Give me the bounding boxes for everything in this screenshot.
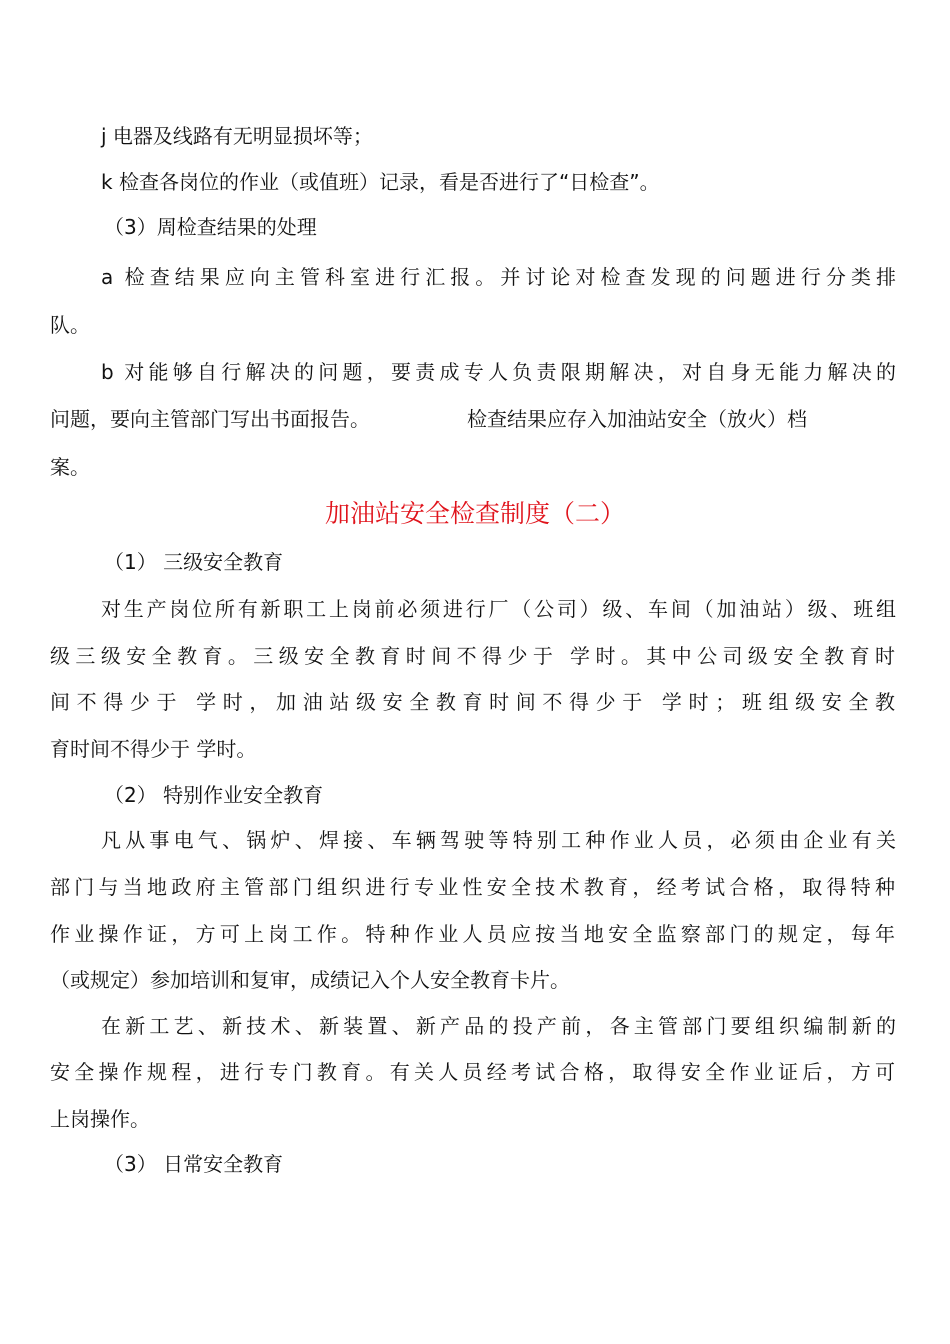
text-line: 检查结果应存入加油站安全（放火）档 [467, 407, 807, 431]
text-line: （或规定）参加培训和复审，成绩记入个人安全教育卡片。 [50, 968, 570, 992]
text-line: 问题，要向主管部门写出书面报告。 [50, 407, 370, 431]
subheading: （2） 特别作业安全教育 [104, 783, 324, 807]
text-line: 案。 [50, 455, 90, 479]
text-line: 育时间不得少于 学时。 [50, 737, 257, 761]
text-line: 部门与当地政府主管部门组织进行专业性安全技术教育，经考试合格，取得特种 [50, 875, 895, 899]
text-line: a 检查结果应向主管科室进行汇报。并讨论对检查发现的问题进行分类排 [101, 265, 896, 289]
text-line: 在新工艺、新技术、新装置、新产品的投产前，各主管部门要组织编制新的 [101, 1014, 896, 1038]
text-line: 队。 [50, 313, 90, 337]
text-line: 凡从事电气、锅炉、焊接、车辆驾驶等特别工种作业人员，必须由企业有关 [101, 828, 896, 852]
text-line: 间不得少于 学时，加油站级安全教育时间不得少于 学时；班组级安全教 [50, 690, 895, 714]
section-title: 加油站安全检查制度（二） [324, 499, 625, 528]
text-line: 对生产岗位所有新职工上岗前必须进行厂（公司）级、车间（加油站）级、班组 [101, 597, 896, 621]
subheading: （3） 日常安全教育 [104, 1152, 284, 1176]
text-line: 安全操作规程，进行专门教育。有关人员经考试合格，取得安全作业证后，方可 [50, 1060, 895, 1084]
subheading: （1） 三级安全教育 [104, 550, 284, 574]
text-line: 作业操作证，方可上岗工作。特种作业人员应按当地安全监察部门的规定，每年 [50, 922, 895, 946]
text-line: b 对能够自行解决的问题，要责成专人负责限期解决，对自身无能力解决的 [101, 360, 896, 384]
subheading: （3）周检查结果的处理 [104, 215, 317, 239]
text-line: 上岗操作。 [50, 1107, 150, 1131]
text-line: k 检查各岗位的作业（或值班）记录，看是否进行了“日检查”。 [101, 170, 660, 194]
text-line: 级三级安全教育。三级安全教育时间不得少于 学时。其中公司级安全教育时 [50, 644, 895, 668]
text-line: j 电器及线路有无明显损坏等； [101, 124, 373, 148]
